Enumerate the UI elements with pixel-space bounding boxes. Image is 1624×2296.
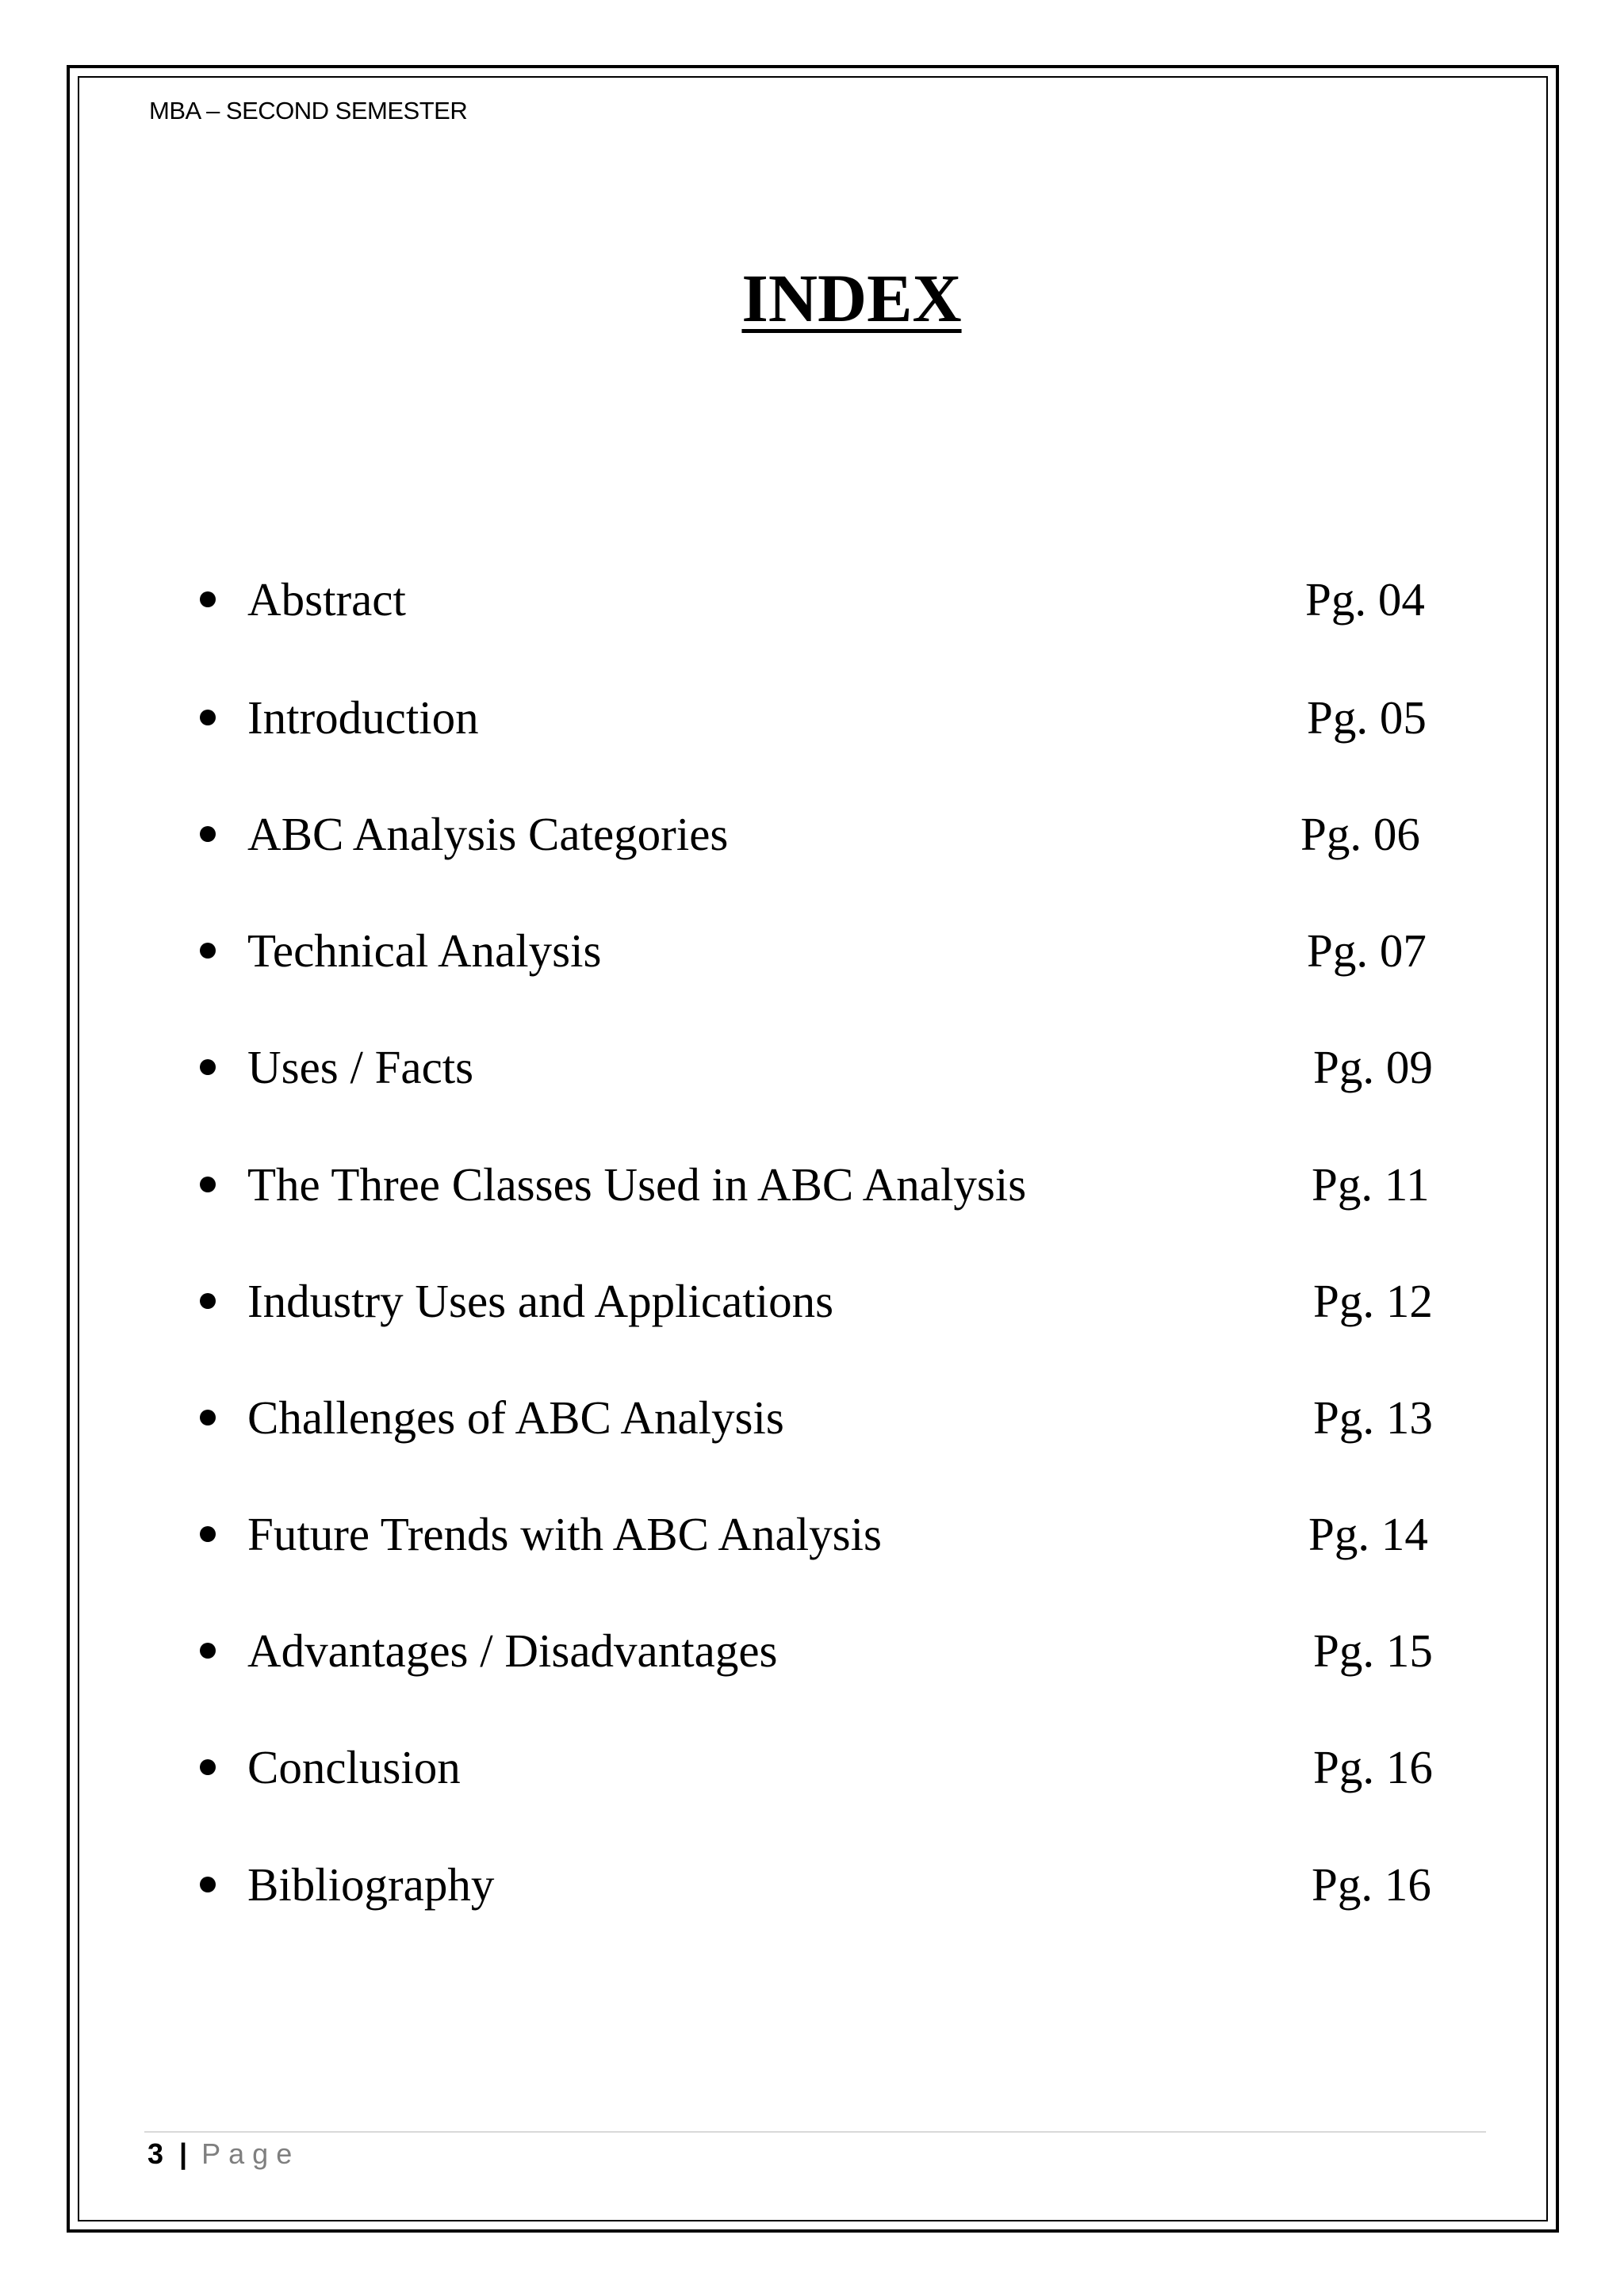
toc-entry-title: The Three Classes Used in ABC Analysis [247,1158,1027,1211]
toc-entry-page: Pg. 11 [1312,1158,1430,1211]
bullet-icon [200,943,216,959]
toc-entry-title: Industry Uses and Applications [247,1275,834,1327]
page-title: INDEX [741,260,962,336]
toc-entry-page: Pg. 05 [1307,691,1427,744]
page-label: Page [201,2137,301,2170]
toc-entry-page: Pg. 14 [1308,1508,1428,1560]
toc-entry-title: ABC Analysis Categories [247,808,729,860]
bullet-icon [200,591,216,607]
toc-entry-page: Pg. 07 [1307,924,1427,977]
bullet-icon [200,1643,216,1659]
bullet-icon [200,826,216,842]
bullet-icon [200,1177,216,1192]
bullet-icon [200,1293,216,1309]
bullet-icon [200,710,216,725]
footer-divider [144,2131,1486,2133]
toc-entry-page: Pg. 06 [1300,808,1420,860]
footer-separator: | [179,2137,188,2170]
toc-entry-title: Uses / Facts [247,1041,474,1093]
toc-entry-page: Pg. 16 [1312,1858,1431,1911]
toc-entry-page: Pg. 13 [1313,1391,1433,1444]
toc-entry-page: Pg. 16 [1313,1741,1433,1793]
toc-entry-page: Pg. 15 [1313,1624,1433,1677]
toc-entry-title: Technical Analysis [247,924,602,977]
toc-entry-page: Pg. 12 [1313,1275,1433,1327]
page-number: 3 [147,2137,164,2170]
toc-entry-title: Bibliography [247,1858,495,1911]
toc-entry-title: Conclusion [247,1741,461,1793]
bullet-icon [200,1059,216,1075]
toc-entry-title: Abstract [247,573,406,626]
bullet-icon [200,1877,216,1892]
running-header: MBA – SECOND SEMESTER [149,97,468,124]
toc-entry-title: Advantages / Disadvantages [247,1624,778,1677]
bullet-icon [200,1526,216,1542]
toc-entry-page: Pg. 04 [1305,573,1425,626]
page-footer [147,2134,300,2174]
toc-entry-title: Future Trends with ABC Analysis [247,1508,882,1560]
toc-entry-title: Introduction [247,691,479,744]
toc-entry-title: Challenges of ABC Analysis [247,1391,784,1444]
bullet-icon [200,1410,216,1425]
toc-entry-page: Pg. 09 [1313,1041,1433,1093]
bullet-icon [200,1759,216,1775]
